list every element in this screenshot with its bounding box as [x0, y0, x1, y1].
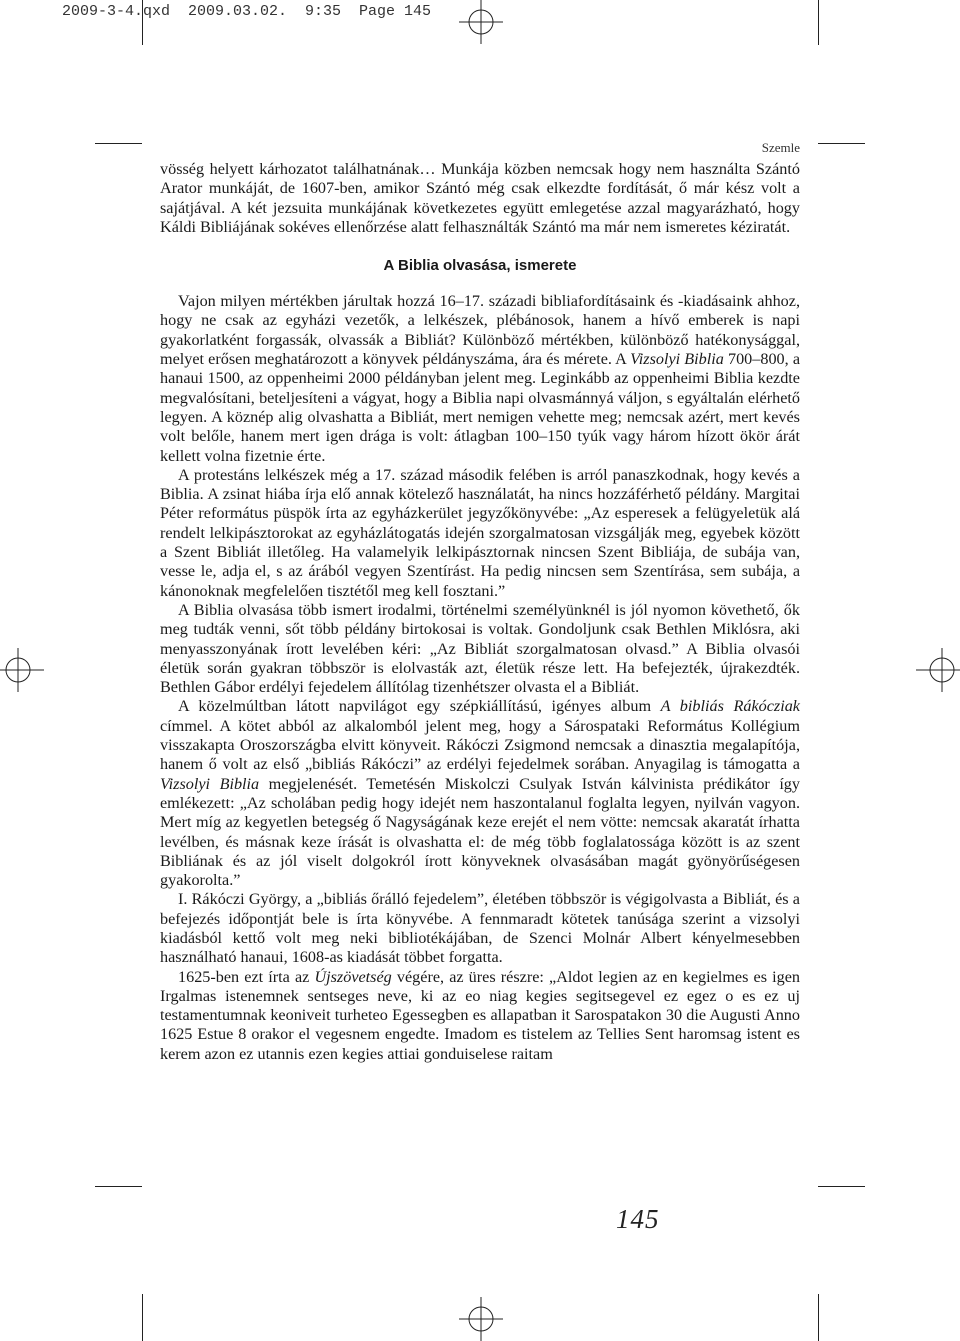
paragraph: Vajon milyen mértékben járultak hozzá 16–17. századi bibliafordításaink és -kiadásaink ahhoz, hogy ne csak az egyházi vezetők, a lelkészek, plébánosok, hanem a hívő emberek is napi gyakorlatként forgassák, olvassák a Bibliát? Különböző mértékben, különböző hatékonysággal, melyet erősen meghatározott a könyvek példányszáma, ára és mérete. A Vizsolyi Biblia 700–800, a hanaui 1500, az oppenheimi 2000 példányban jelent meg. Leginkább az oppenheimi Biblia kezdte megvalósítani, beteljesíteni a vágyat, hogy a Biblia napi olvasmánnyá váljon, s egyáltalán elérhető legyen. A köznép alig olvashatta a Bibliát, mert nemigen vehette meg; nemcsak azért, mert kevés volt belőle, hanem mert igen drága is volt: átlagban 100–150 tyúk vagy három hízott ökör árát kellett volna fizetnie érte.: [160, 292, 801, 465]
book-title: A bibliás Rákócziak: [660, 697, 800, 716]
registration-mark-right-icon: [916, 648, 960, 692]
paragraph: A Biblia olvasása több ismert irodalmi, történelmi személyünknél is jól nyomon követhető, ők meg tudták venni, sőt több példány birtokosai is voltak. Gondoljunk csak Bethlen Miklósra, aki menyasszonyának írott levelében kéri: „Az Bibliát szorgalmatosan olvasd.” A Biblia olvasói életük során gyakran többször is elolvasták azt, életük része lett. Ha befejezték, újrakezdték. Bethlen Gábor erdélyi fejedelem állítólag tizenhétszer olvasta el a Bibliát.: [160, 600, 800, 697]
paragraph: A közelmúltban látott napvilágot egy szépkiállítású, igényes album A bibliás Rákócziak címmel. A kötet abból az alkalomból jelent meg, hogy a Sárospataki Református Kollégium visszakapta Oroszországba elvitt könyveit. Rákóczi Zsigmond nemcsak a dinasztia megalapítója, hanem ő volt az első „bibliás Rákóczi” az erdélyi fejedelmek sorában. Anyagilag is támogatta a Vizsolyi Biblia megjelenését. Temetésén Miskolczi Csulyak István kálvinista prédikátor így emlékezett: „Az scholában pedig hogy idejét nem haszontalanul foglalta legyen, nyilván vagyon. Mert míg az kegyetlen betegség ő Nagyságának keze erejét el nem vötte: nemcsak akaratát írhatta levélben, és másnak keze írását is olvashatta el: de még több foglalatossága között is az szent Bibliának és az jól viselt dolgokról írott könyveknek olvasásában magát gyönyörűségesen gyakorolta.”: [160, 697, 800, 890]
section-heading: A Biblia olvasása, ismerete: [383, 257, 577, 275]
crop-mark-top-right: [818, 0, 819, 45]
paragraph: A protestáns lelkészek még a 17. század második felében is arról panaszkodnak, hogy kevés a Biblia. A zsinat hiába írja elő annak kötelező használatát, ha nincs hozzáférhető példány. Margitai Péter református püspök írta az egyházkerület jegyzőkönyvébe: „Az esperesek a felügyeletük alá rendelt lelkipásztorokat az egyházlátogatás idején szorgalmatosan vizsgálják meg, egyebek között a Szent Bibliát illetőleg. Ha valamelyik lelkipásztornak nincsen Szent Bibliája, de subája van, vesse le, adja el, s az árából vegyen Szentírást. Ha pedig nincsen sem Szentírása, sem subája, a kánonoknak megfelelően tisztétől meg kell fosztani.”: [160, 465, 800, 600]
registration-mark-left-icon: [0, 648, 44, 692]
book-title: Vizsolyi Biblia: [630, 350, 724, 369]
crop-mark-bottom-left: [142, 1294, 143, 1341]
registration-mark-top-icon: [459, 0, 503, 44]
paragraph: 1625-ben ezt írta az Újszövetség végére, az üres részre: „Aldot legien az en kegielmes es igen Irgalmas istenemnek sentseges neve, ki az eo niag kegies segitsegevel ez egez o es ez uj testamentumnak keoniveit turheteo Egessegben es allapatban it Sarospatakon 30 die Augusti Anno 1625 Estue 8 orakor el vegesnem engedte. Imadom es tistelem az Tellies Sent haromsag istent es kerem azon ez utannis ezen kegies attiai gonduiselese raitam: [160, 967, 800, 1063]
registration-mark-bottom-icon: [459, 1297, 503, 1341]
crop-mark-top-right-horizontal: [818, 143, 865, 144]
paragraph: vösség helyett kárhozatot találhatnának… Munkája közben nemcsak hogy nem használta Szántó Arator munkáját, de 1607-ben, amikor Szántó még csak elkezdte fordítását, ő már kész volt a sajátjával. A két jezsuita munkájának következetes együtt emlegetése azzal magyarázható, hogy Káldi Bibliájának sokéves ellenőrzése alatt felhasználták Szántó ma már nem ismeretes kéziratát.: [160, 160, 800, 236]
crop-mark-bottom-right: [818, 1294, 819, 1341]
crop-mark-top-left-horizontal: [95, 143, 142, 144]
book-title: Újszövetség: [314, 967, 392, 986]
paragraph: I. Rákóczi György, a „bibliás őrálló fejedelem”, életében többször is végigolvasta a Bibliát, és a befejezés időpontját bele is írta könyvébe. A fennmaradt kötetek tanúsága szerint a vizsolyi kiadásból kettő volt meg neki bibliotékájában, de Szenci Molnár Albert kényelmesebben használható hanaui, 1608-as kiadását többet forgatta.: [160, 890, 800, 967]
crop-mark-bottom-right-horizontal: [818, 1186, 865, 1187]
print-slug: 2009-3-4.qxd 2009.03.02. 9:35 Page 145: [62, 3, 432, 20]
crop-mark-top-left: [142, 0, 143, 45]
article-body: [160, 160, 800, 1064]
section-label: Szemle: [761, 140, 800, 155]
book-title: Vizsolyi Biblia: [160, 774, 260, 793]
crop-mark-bottom-left-horizontal: [95, 1186, 142, 1187]
page-number: 145: [616, 1204, 660, 1234]
